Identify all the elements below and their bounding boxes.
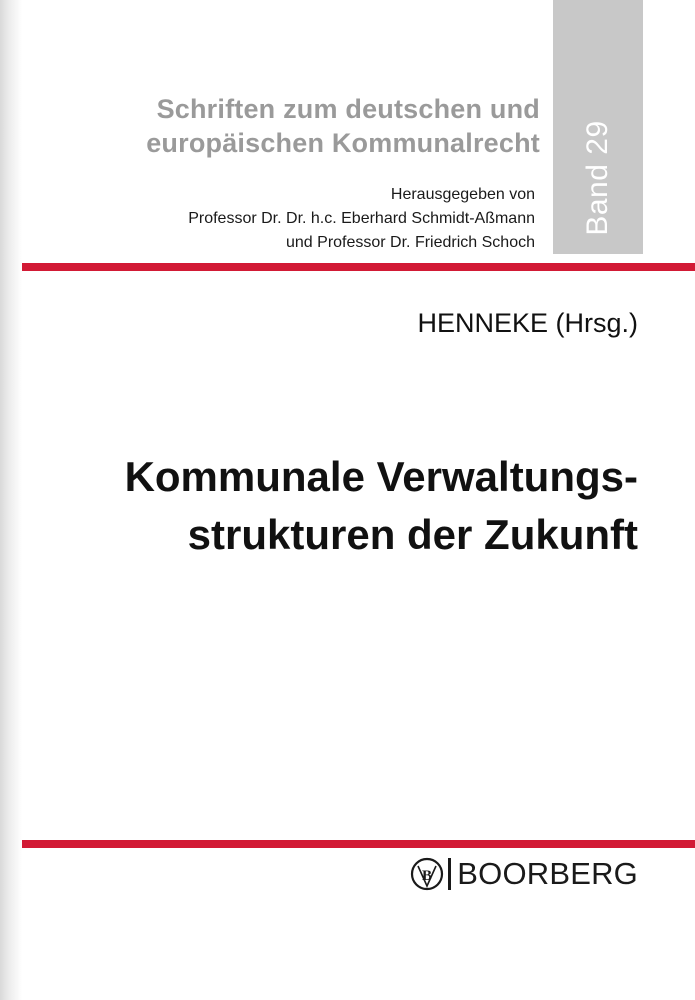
top-red-rule bbox=[22, 263, 695, 271]
editors-line-3: und Professor Dr. Friedrich Schoch bbox=[286, 234, 535, 251]
svg-text:B: B bbox=[422, 868, 433, 884]
editors-line-2: Professor Dr. Dr. h.c. Eberhard Schmidt-Aßmann bbox=[188, 210, 535, 227]
bottom-red-rule bbox=[22, 840, 695, 848]
series-editors bbox=[60, 183, 535, 255]
book-title bbox=[40, 448, 638, 564]
book-title-line-2: strukturen der Zukunft bbox=[187, 511, 638, 558]
editors-line-1: Herausgegeben von bbox=[390, 186, 535, 203]
spine-shadow bbox=[0, 0, 22, 1000]
volume-box bbox=[553, 0, 643, 254]
book-editor: HENNEKE (Hrsg.) bbox=[417, 308, 638, 338]
publisher-logo bbox=[376, 852, 638, 896]
series-title bbox=[60, 92, 540, 160]
publisher-divider bbox=[448, 858, 451, 890]
volume-label: Band 29 bbox=[581, 120, 614, 236]
publisher-emblem-icon bbox=[410, 857, 444, 891]
series-title-line-2: europäischen Kommunalrecht bbox=[146, 128, 540, 158]
book-title-line-1: Kommunale Verwaltungs- bbox=[124, 453, 638, 500]
series-title-line-1: Schriften zum deutschen und bbox=[156, 94, 540, 124]
publisher-name: BOORBERG bbox=[457, 856, 638, 891]
